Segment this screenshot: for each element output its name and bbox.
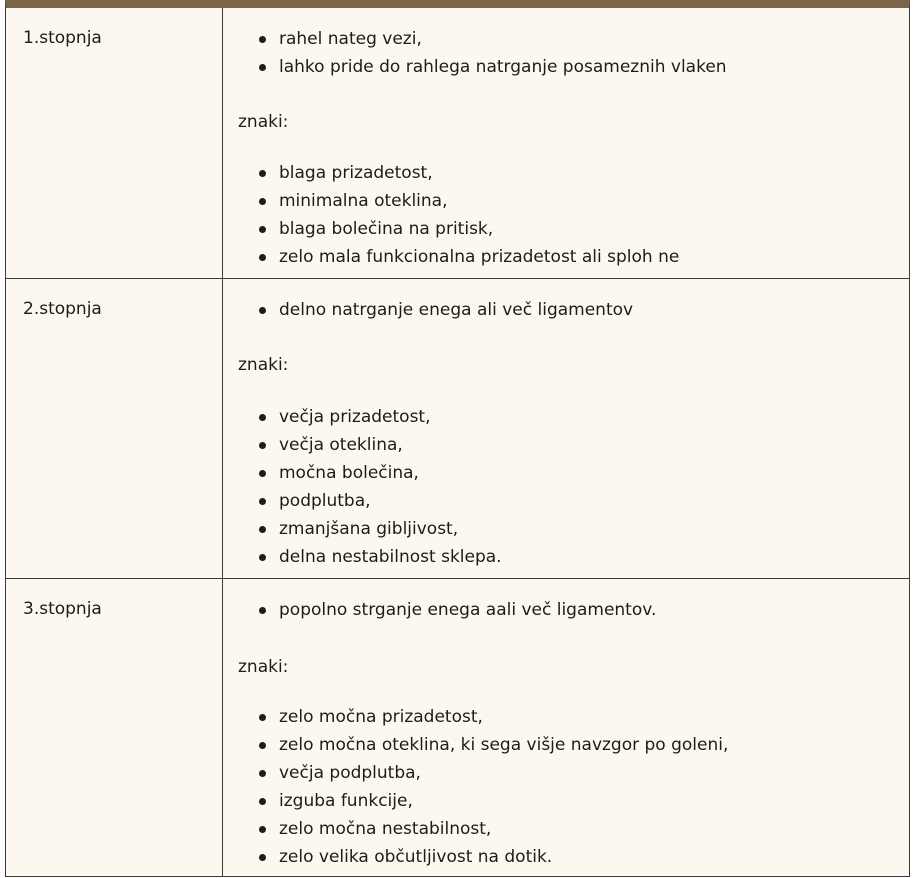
list-item: večja podplutba, — [223, 759, 728, 787]
list-item: zelo velika občutljivost na dotik. — [223, 843, 728, 871]
list-item: močna bolečina, — [223, 459, 502, 487]
bullet-icon — [259, 554, 266, 561]
list-item: delna nestabilnost sklepa. — [223, 543, 502, 571]
bullet-icon — [259, 414, 266, 421]
sprain-grades-table — [5, 0, 910, 877]
table-row-grade-2 — [6, 278, 909, 578]
grade-label: 2.stopnja — [23, 299, 102, 319]
signs-label: znaki: — [238, 112, 289, 132]
grade-label: 3.stopnja — [23, 599, 102, 619]
table-row-grade-3 — [6, 578, 909, 877]
bullet-icon — [259, 226, 266, 233]
list-item: zelo mala funkcionalna prizadetost ali sploh ne — [223, 243, 679, 271]
bullet-icon — [259, 254, 266, 261]
list-item: delno natrganje enega ali več ligamentov — [223, 296, 633, 324]
bullet-icon — [259, 498, 266, 505]
description-list — [223, 596, 656, 624]
bullet-icon — [259, 64, 266, 71]
list-item: zelo močna nestabilnost, — [223, 815, 728, 843]
list-item: večja prizadetost, — [223, 403, 502, 431]
bullet-icon — [259, 826, 266, 833]
list-item: večja oteklina, — [223, 431, 502, 459]
bullet-icon — [259, 198, 266, 205]
bullet-icon — [259, 170, 266, 177]
list-item: rahel nateg vezi, — [223, 25, 727, 53]
bullet-icon — [259, 307, 266, 314]
bullet-icon — [259, 742, 266, 749]
signs-list — [223, 403, 502, 571]
list-item: popolno strganje enega aali več ligamentov. — [223, 596, 656, 624]
bullet-icon — [259, 714, 266, 721]
bullet-icon — [259, 36, 266, 43]
bullet-icon — [259, 607, 266, 614]
bullet-icon — [259, 798, 266, 805]
list-item: blaga prizadetost, — [223, 159, 679, 187]
description-list — [223, 25, 727, 81]
bullet-icon — [259, 442, 266, 449]
signs-list — [223, 703, 728, 871]
bullet-icon — [259, 470, 266, 477]
description-list — [223, 296, 633, 324]
bullet-icon — [259, 854, 266, 861]
signs-list — [223, 159, 679, 271]
list-item: blaga bolečina na pritisk, — [223, 215, 679, 243]
table-row-grade-1 — [6, 8, 909, 278]
bullet-icon — [259, 770, 266, 777]
list-item: zmanjšana gibljivost, — [223, 515, 502, 543]
signs-label: znaki: — [238, 355, 289, 375]
list-item: zelo močna oteklina, ki sega višje navzgor po goleni, — [223, 731, 728, 759]
bullet-icon — [259, 526, 266, 533]
list-item: zelo močna prizadetost, — [223, 703, 728, 731]
list-item: podplutba, — [223, 487, 502, 515]
list-item: lahko pride do rahlega natrganje posameznih vlaken — [223, 53, 727, 81]
list-item: minimalna oteklina, — [223, 187, 679, 215]
list-item: izguba funkcije, — [223, 787, 728, 815]
signs-label: znaki: — [238, 657, 289, 677]
grade-label: 1.stopnja — [23, 28, 102, 48]
